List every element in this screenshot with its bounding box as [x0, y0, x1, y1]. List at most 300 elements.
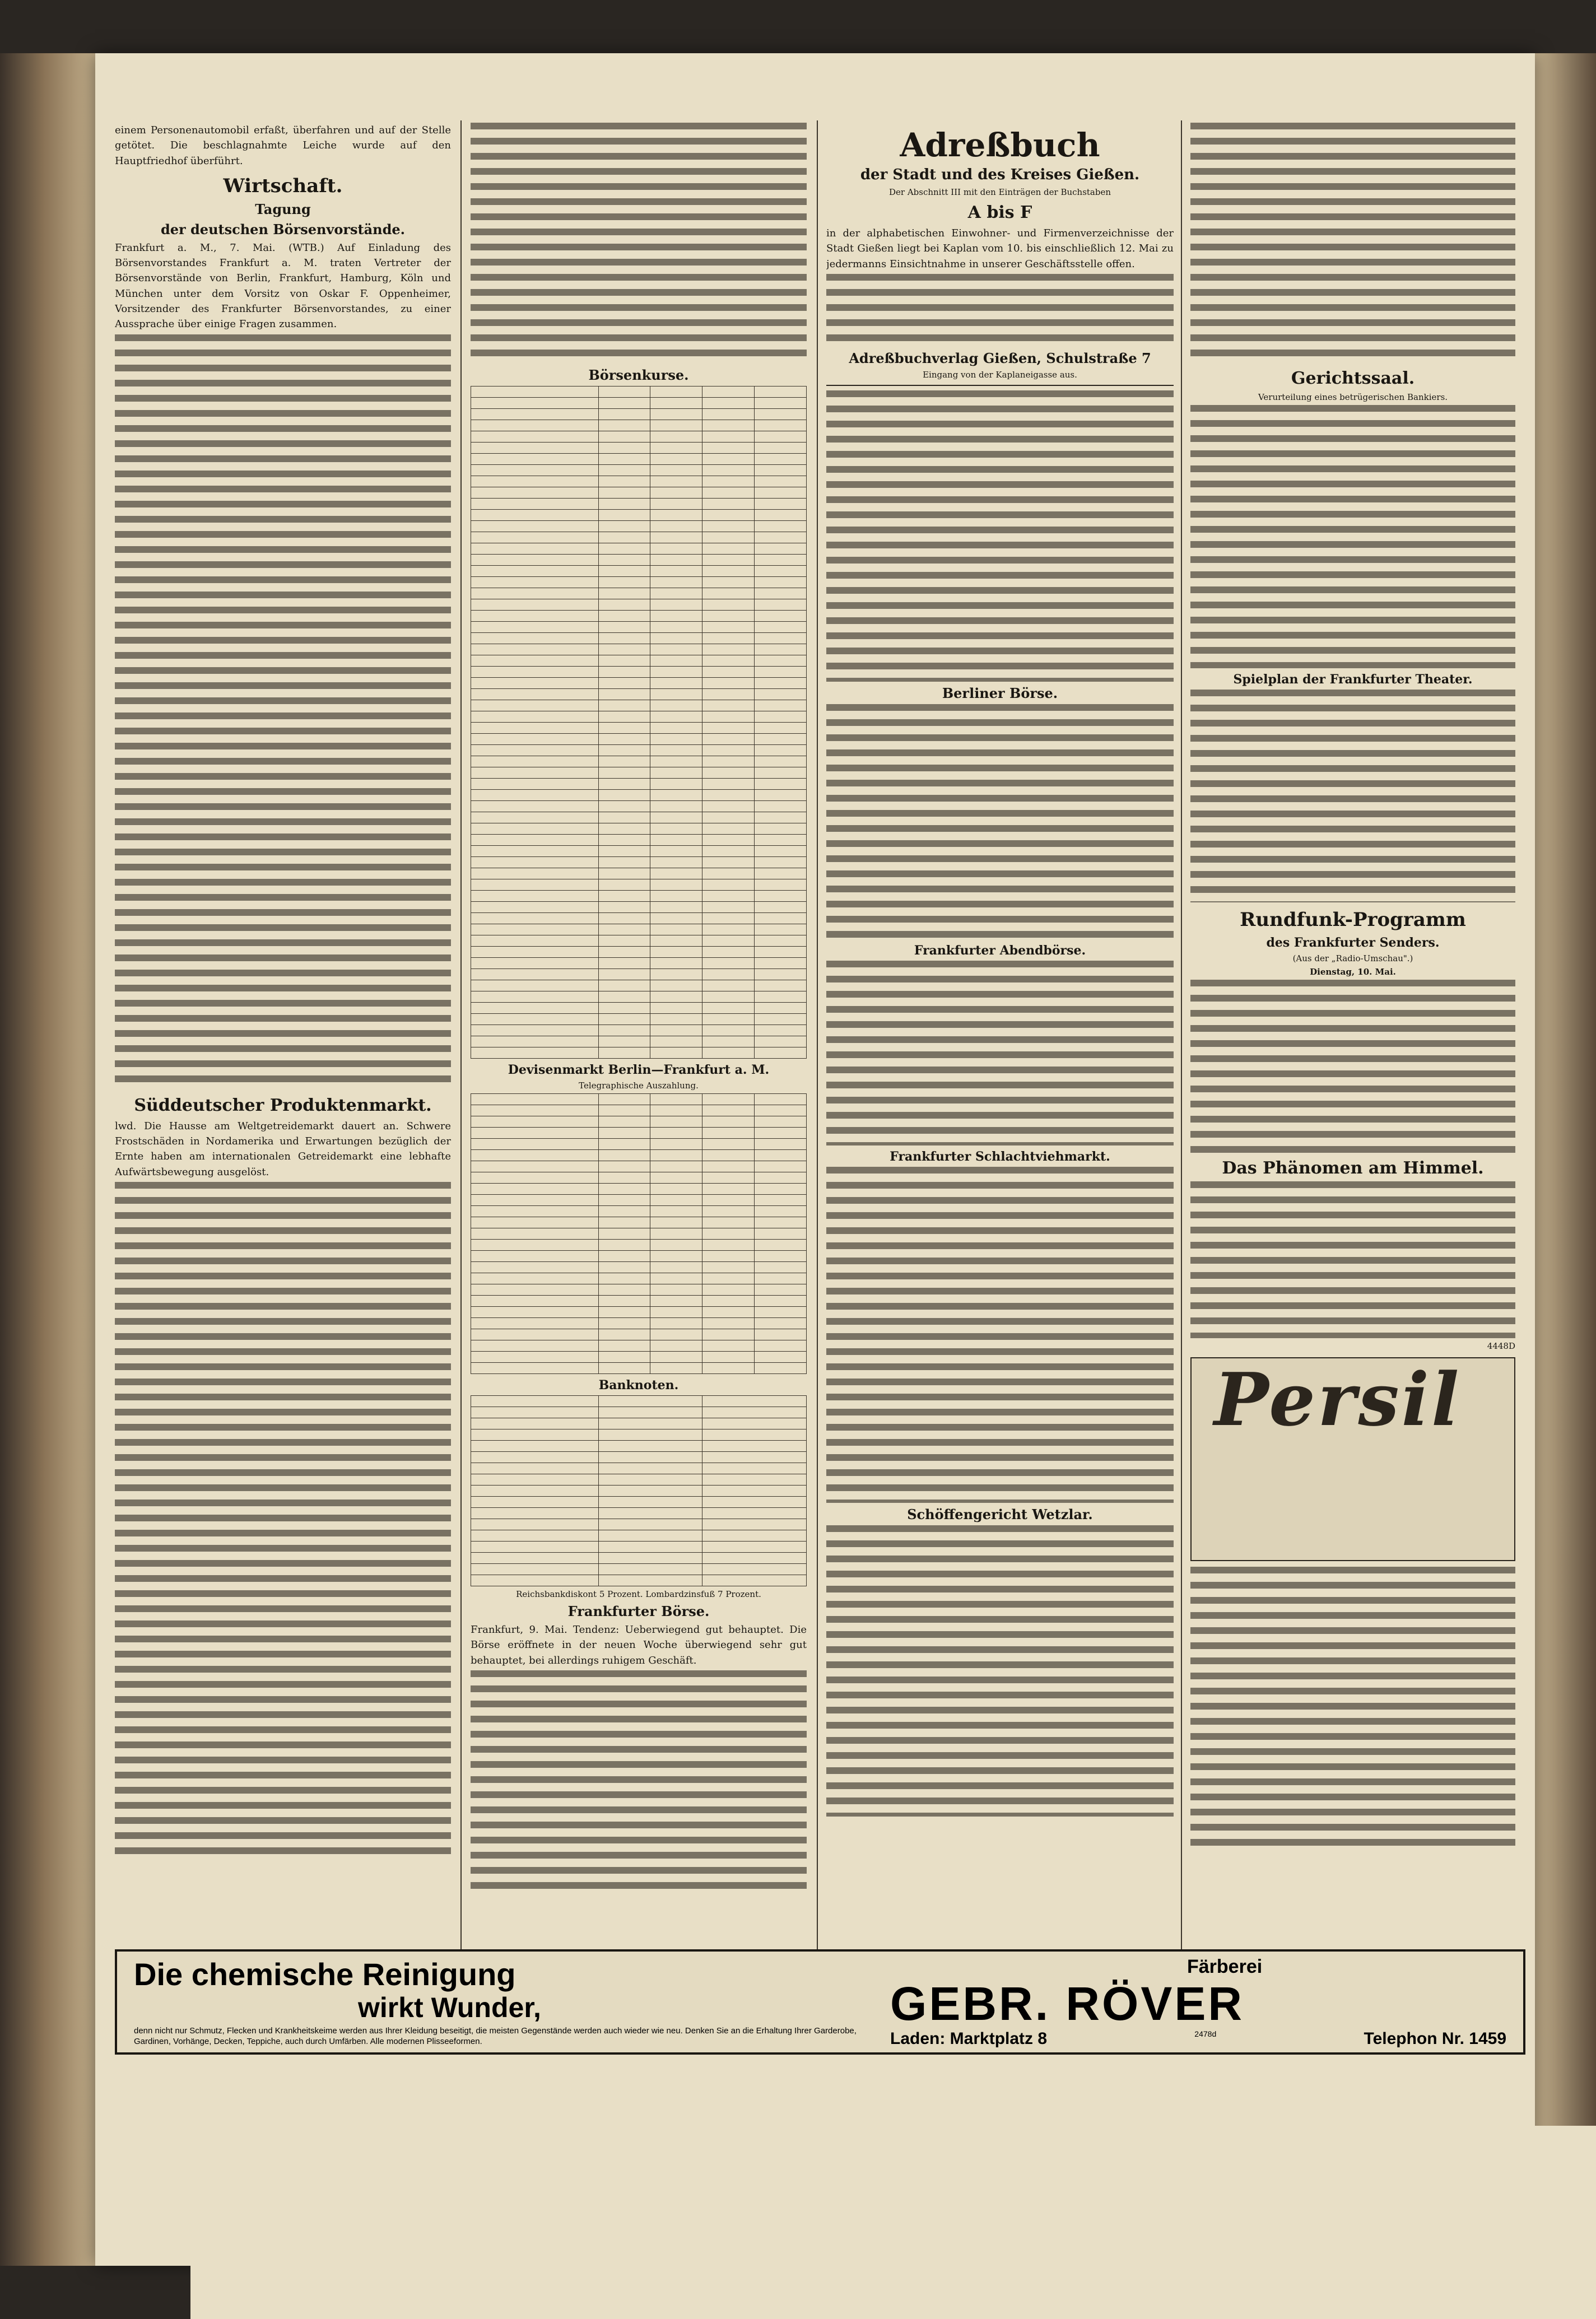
table-cell — [471, 1184, 599, 1195]
table-cell — [702, 465, 755, 476]
table-cell — [598, 1318, 650, 1329]
table-cell — [755, 386, 807, 398]
table-cell — [471, 487, 599, 499]
table-cell — [702, 555, 755, 566]
table-cell — [755, 879, 807, 891]
table-cell — [598, 1217, 650, 1228]
berlin-heading: Berliner Börse. — [942, 684, 1058, 701]
table-cell — [755, 868, 807, 879]
table-cell — [702, 868, 755, 879]
table-cell — [598, 767, 650, 779]
table-cell — [598, 1195, 650, 1206]
table-cell — [650, 1363, 702, 1374]
table-cell — [755, 812, 807, 823]
table-cell — [702, 1228, 755, 1240]
table-cell — [598, 1047, 650, 1059]
table-cell — [755, 678, 807, 689]
court-subhead: Verurteilung eines betrügerischen Bankiers. — [1258, 392, 1448, 402]
cattle-body-lines — [826, 1167, 1174, 1503]
table-cell — [598, 555, 650, 566]
table-cell — [598, 599, 650, 611]
table-cell — [702, 1407, 807, 1418]
table-cell — [755, 1014, 807, 1025]
intro-text: einem Personenautomobil erfaßt, überfahren und auf der Stelle getötet. Die beschlagnahmte Leiche wurde auf den Hauptfriedhof überführt. — [115, 124, 451, 167]
table-cell — [471, 1105, 599, 1116]
table-row — [471, 991, 807, 1003]
table-cell — [650, 443, 702, 454]
table-cell — [702, 499, 755, 510]
table-cell — [755, 891, 807, 902]
table-cell — [755, 443, 807, 454]
table-cell — [755, 1116, 807, 1128]
table-cell — [702, 1396, 807, 1407]
table-cell — [598, 924, 650, 935]
table-cell — [650, 588, 702, 599]
table-row — [471, 969, 807, 980]
article-headline-2: Süddeutscher Produktenmarkt. — [134, 1095, 432, 1115]
table-row — [471, 1094, 807, 1105]
court-section-heading: Gerichtssaal. — [1291, 369, 1415, 388]
table-cell — [755, 1047, 807, 1059]
advert-text: denn nicht nur Schmutz, Flecken und Krankheitskeime werden aus Ihrer Kleidung beseitigt, die meisten Gegenstände werden auch wieder wie neu. Denken Sie an die Erhaltung Ihrer Garderobe, Gardinen, Vorhänge, Decken, Teppiche, auch durch Umfärben. Alle modernen Plisseeformen. — [134, 2026, 857, 2046]
table-cell — [598, 1105, 650, 1116]
table-row — [471, 1396, 807, 1407]
table-cell — [702, 1172, 755, 1184]
table-cell — [471, 1363, 599, 1374]
table-row — [471, 1463, 807, 1474]
table-row — [471, 1519, 807, 1530]
table-cell — [471, 1296, 599, 1307]
table-cell — [702, 1217, 755, 1228]
table-cell — [598, 991, 650, 1003]
table-cell — [702, 1116, 755, 1128]
table-cell — [702, 644, 755, 655]
table-cell — [598, 532, 650, 543]
table-cell — [471, 655, 599, 667]
table-cell — [598, 386, 650, 398]
table-cell — [471, 420, 599, 431]
table-cell — [598, 812, 650, 823]
table-cell — [755, 644, 807, 655]
table-cell — [702, 1553, 807, 1564]
table-cell — [650, 1195, 702, 1206]
table-cell — [650, 1228, 702, 1240]
table-cell — [471, 1094, 599, 1105]
table-cell — [755, 599, 807, 611]
table-cell — [471, 1486, 599, 1497]
next-page-edge — [1535, 53, 1596, 2266]
table-cell — [755, 1240, 807, 1251]
table-cell — [702, 476, 755, 487]
table-cell — [702, 599, 755, 611]
table-cell — [471, 902, 599, 913]
table-cell — [702, 543, 755, 555]
table-cell — [702, 678, 755, 689]
radio-heading: Rundfunk-Programm — [1240, 909, 1466, 931]
table-cell — [702, 1352, 755, 1363]
table-row — [471, 689, 807, 700]
table-cell — [650, 644, 702, 655]
phenomenon-body-lines-2 — [1190, 1567, 1515, 1847]
table-row — [471, 667, 807, 678]
table-cell — [598, 1564, 702, 1575]
table-cell — [755, 779, 807, 790]
table-cell — [650, 398, 702, 409]
table-cell — [702, 1497, 807, 1508]
table-row — [471, 1296, 807, 1307]
table-cell — [755, 510, 807, 521]
table-cell — [650, 969, 702, 980]
table-cell — [598, 947, 650, 958]
table-row — [471, 879, 807, 891]
table-cell — [702, 655, 755, 667]
table-cell — [702, 1273, 755, 1284]
table-cell — [650, 1251, 702, 1262]
table-cell — [702, 969, 755, 980]
radio-date: Dienstag, 10. Mai. — [1310, 967, 1396, 977]
table-cell — [650, 655, 702, 667]
table-row — [471, 947, 807, 958]
table-cell — [471, 700, 599, 711]
table-cell — [471, 566, 599, 577]
table-cell — [471, 1564, 599, 1575]
table-cell — [650, 1036, 702, 1047]
table-cell — [598, 1296, 650, 1307]
stock-heading: Börsenkurse. — [588, 367, 689, 383]
table-cell — [598, 499, 650, 510]
table-cell — [702, 611, 755, 622]
table-cell — [755, 745, 807, 756]
page-bottom-margin — [190, 2126, 1596, 2319]
table-cell — [650, 420, 702, 431]
table-cell — [598, 420, 650, 431]
table-cell — [650, 476, 702, 487]
table-cell — [598, 891, 650, 902]
table-row — [471, 431, 807, 443]
table-cell — [598, 476, 650, 487]
table-cell — [471, 1318, 599, 1329]
table-cell — [471, 465, 599, 476]
table-row — [471, 521, 807, 532]
radio-body-lines — [1190, 980, 1515, 1153]
table-row — [471, 1352, 807, 1363]
table-cell — [598, 1542, 702, 1553]
table-cell — [755, 857, 807, 868]
table-row — [471, 958, 807, 969]
currency-table — [471, 1093, 807, 1374]
table-row — [471, 700, 807, 711]
table-cell — [598, 1452, 702, 1463]
table-cell — [598, 1553, 702, 1564]
table-cell — [471, 577, 599, 588]
table-row — [471, 1014, 807, 1025]
table-row — [471, 1418, 807, 1429]
table-cell — [650, 958, 702, 969]
table-cell — [650, 1172, 702, 1184]
table-cell — [471, 510, 599, 521]
table-cell — [755, 723, 807, 734]
table-cell — [702, 622, 755, 633]
table-cell — [702, 1003, 755, 1014]
table-cell — [471, 1508, 599, 1519]
table-cell — [755, 1195, 807, 1206]
table-cell — [598, 902, 650, 913]
table-row — [471, 476, 807, 487]
adressbuch-range: A bis F — [967, 203, 1032, 222]
table-row — [471, 756, 807, 767]
table-row — [471, 779, 807, 790]
table-cell — [755, 1094, 807, 1105]
table-cell — [598, 1429, 702, 1441]
table-cell — [702, 1329, 755, 1340]
table-row — [471, 1025, 807, 1036]
table-cell — [755, 924, 807, 935]
table-cell — [471, 891, 599, 902]
table-cell — [598, 913, 650, 924]
table-cell — [702, 1363, 755, 1374]
table-cell — [650, 756, 702, 767]
table-cell — [471, 823, 599, 835]
table-row — [471, 1452, 807, 1463]
table-cell — [755, 1262, 807, 1273]
table-cell — [598, 431, 650, 443]
advert-contact — [890, 2029, 1506, 2048]
table-cell — [650, 1307, 702, 1318]
section-heading: Wirtschaft. — [223, 174, 343, 197]
table-cell — [702, 420, 755, 431]
table-cell — [755, 1150, 807, 1161]
table-cell — [598, 1530, 702, 1542]
article-text-2: lwd. Die Hausse am Weltgetreidemarkt dauert an. Schwere Frostschäden in Nordamerika und Erwartungen bezüglich der Ernte haben am internationalen Getreidemarkt eine lebhafte Aufwärtsbewegung ausgelöst. — [115, 1120, 451, 1178]
column-2 — [471, 120, 807, 1997]
table-cell — [471, 543, 599, 555]
table-cell — [702, 1542, 807, 1553]
table-row — [471, 566, 807, 577]
table-cell — [471, 958, 599, 969]
table-cell — [471, 879, 599, 891]
table-row — [471, 935, 807, 947]
table-cell — [471, 599, 599, 611]
currency-heading: Devisenmarkt Berlin—Frankfurt a. M. — [508, 1063, 770, 1077]
table-cell — [598, 1407, 702, 1418]
table-cell — [755, 431, 807, 443]
table-row — [471, 1003, 807, 1014]
column-4 — [1190, 120, 1515, 1997]
table-cell — [702, 1296, 755, 1307]
table-cell — [702, 1530, 807, 1542]
table-cell — [471, 1025, 599, 1036]
table-cell — [702, 1105, 755, 1116]
table-cell — [598, 1508, 702, 1519]
table-cell — [650, 846, 702, 857]
table-cell — [702, 924, 755, 935]
table-cell — [702, 790, 755, 801]
radio-source: (Aus der „Radio-Umschau".) — [1292, 953, 1413, 963]
table-cell — [650, 879, 702, 891]
table-cell — [471, 476, 599, 487]
table-row — [471, 1474, 807, 1486]
table-cell — [471, 1530, 599, 1542]
table-cell — [650, 1116, 702, 1128]
table-cell — [471, 555, 599, 566]
table-cell — [702, 1184, 755, 1195]
table-cell — [755, 398, 807, 409]
article-text: Frankfurt a. M., 7. Mai. (WTB.) Auf Einladung des Börsenvorstandes Frankfurt a. M. traten Vertreter der Börsenvorstände von Berlin, Frankfurt, Hamburg, Köln und München unter dem Vorsitz von Oskar F. Oppenheimer, Vorsitzender des Frankfurter Börsenvorstandes, zu einer Aussprache über einige Fragen zusammen. — [115, 241, 451, 330]
table-cell — [598, 577, 650, 588]
table-cell — [650, 566, 702, 577]
table-cell — [650, 1025, 702, 1036]
table-cell — [702, 935, 755, 947]
table-cell — [702, 823, 755, 835]
table-cell — [471, 689, 599, 700]
table-cell — [702, 891, 755, 902]
table-cell — [598, 655, 650, 667]
table-cell — [471, 1273, 599, 1284]
table-cell — [755, 521, 807, 532]
table-cell — [650, 577, 702, 588]
table-cell — [755, 499, 807, 510]
table-row — [471, 454, 807, 465]
table-cell — [471, 857, 599, 868]
article-body-lines — [1190, 123, 1515, 364]
article-body-lines-2 — [115, 1182, 451, 1854]
table-cell — [755, 667, 807, 678]
table-cell — [702, 1318, 755, 1329]
table-cell — [755, 532, 807, 543]
report-body-lines — [826, 390, 1174, 682]
table-row — [471, 1217, 807, 1228]
table-row — [471, 891, 807, 902]
table-cell — [598, 1116, 650, 1128]
table-cell — [471, 678, 599, 689]
table-cell — [755, 1172, 807, 1184]
table-cell — [598, 711, 650, 723]
table-cell — [755, 846, 807, 857]
table-cell — [650, 1340, 702, 1352]
table-cell — [702, 734, 755, 745]
table-cell — [702, 1508, 807, 1519]
table-cell — [471, 779, 599, 790]
adressbuch-title: Adreßbuch — [900, 126, 1100, 164]
table-cell — [755, 790, 807, 801]
table-cell — [598, 1441, 702, 1452]
table-row — [471, 1329, 807, 1340]
table-cell — [755, 700, 807, 711]
table-row — [471, 1195, 807, 1206]
advert-subtitle: wirkt Wunder, — [358, 1992, 541, 2023]
table-cell — [598, 398, 650, 409]
table-row — [471, 1363, 807, 1374]
table-cell — [471, 991, 599, 1003]
table-cell — [702, 454, 755, 465]
table-cell — [702, 1206, 755, 1217]
table-cell — [650, 1094, 702, 1105]
table-row — [471, 465, 807, 476]
table-cell — [598, 846, 650, 857]
table-cell — [702, 1251, 755, 1262]
table-cell — [650, 1047, 702, 1059]
table-cell — [755, 1307, 807, 1318]
table-cell — [702, 913, 755, 924]
table-cell — [702, 532, 755, 543]
table-row — [471, 633, 807, 644]
table-cell — [755, 980, 807, 991]
table-cell — [471, 1014, 599, 1025]
table-cell — [650, 891, 702, 902]
table-cell — [702, 443, 755, 454]
advert-code: 2478d — [1194, 2029, 1217, 2038]
table-row — [471, 734, 807, 745]
table-cell — [702, 1429, 807, 1441]
table-cell — [598, 622, 650, 633]
table-cell — [650, 700, 702, 711]
divider — [826, 385, 1174, 386]
table-row — [471, 980, 807, 991]
table-row — [471, 1407, 807, 1418]
table-row — [471, 420, 807, 431]
table-cell — [755, 801, 807, 812]
table-cell — [702, 1474, 807, 1486]
table-row — [471, 386, 807, 398]
table-row — [471, 1240, 807, 1251]
table-row — [471, 1161, 807, 1172]
table-cell — [755, 476, 807, 487]
table-cell — [598, 1352, 650, 1363]
table-cell — [702, 487, 755, 499]
table-cell — [702, 1519, 807, 1530]
table-cell — [755, 835, 807, 846]
column-3 — [826, 120, 1174, 1997]
table-cell — [471, 1553, 599, 1564]
table-cell — [471, 935, 599, 947]
table-cell — [598, 667, 650, 678]
table-cell — [650, 409, 702, 420]
table-cell — [650, 857, 702, 868]
table-cell — [650, 555, 702, 566]
ad-code: 4448D — [1487, 1341, 1515, 1351]
table-cell — [702, 1307, 755, 1318]
table-row — [471, 1307, 807, 1318]
table-row — [471, 812, 807, 823]
table-cell — [598, 980, 650, 991]
table-cell — [755, 969, 807, 980]
table-cell — [702, 1150, 755, 1161]
table-cell — [471, 644, 599, 655]
table-row — [471, 1441, 807, 1452]
table-cell — [755, 947, 807, 958]
table-cell — [598, 1262, 650, 1273]
table-cell — [598, 1474, 702, 1486]
table-row — [471, 1575, 807, 1586]
table-cell — [598, 1150, 650, 1161]
table-cell — [755, 555, 807, 566]
table-cell — [598, 1139, 650, 1150]
market-text: Frankfurt, 9. Mai. Tendenz: Ueberwiegend gut behauptet. Die Börse eröffnete in der neuen Woche überwiegend sehr gut behauptet, bei allerdings ruhigem Geschäft. — [471, 1624, 807, 1666]
table-row — [471, 1553, 807, 1564]
table-cell — [702, 835, 755, 846]
table-cell — [598, 790, 650, 801]
table-cell — [755, 823, 807, 835]
table-cell — [650, 924, 702, 935]
table-cell — [598, 1172, 650, 1184]
table-cell — [702, 1441, 807, 1452]
table-row — [471, 1251, 807, 1262]
table-row — [471, 577, 807, 588]
table-cell — [471, 1116, 599, 1128]
banknote-heading: Banknoten. — [598, 1378, 679, 1393]
table-cell — [471, 398, 599, 409]
table-cell — [650, 1128, 702, 1139]
